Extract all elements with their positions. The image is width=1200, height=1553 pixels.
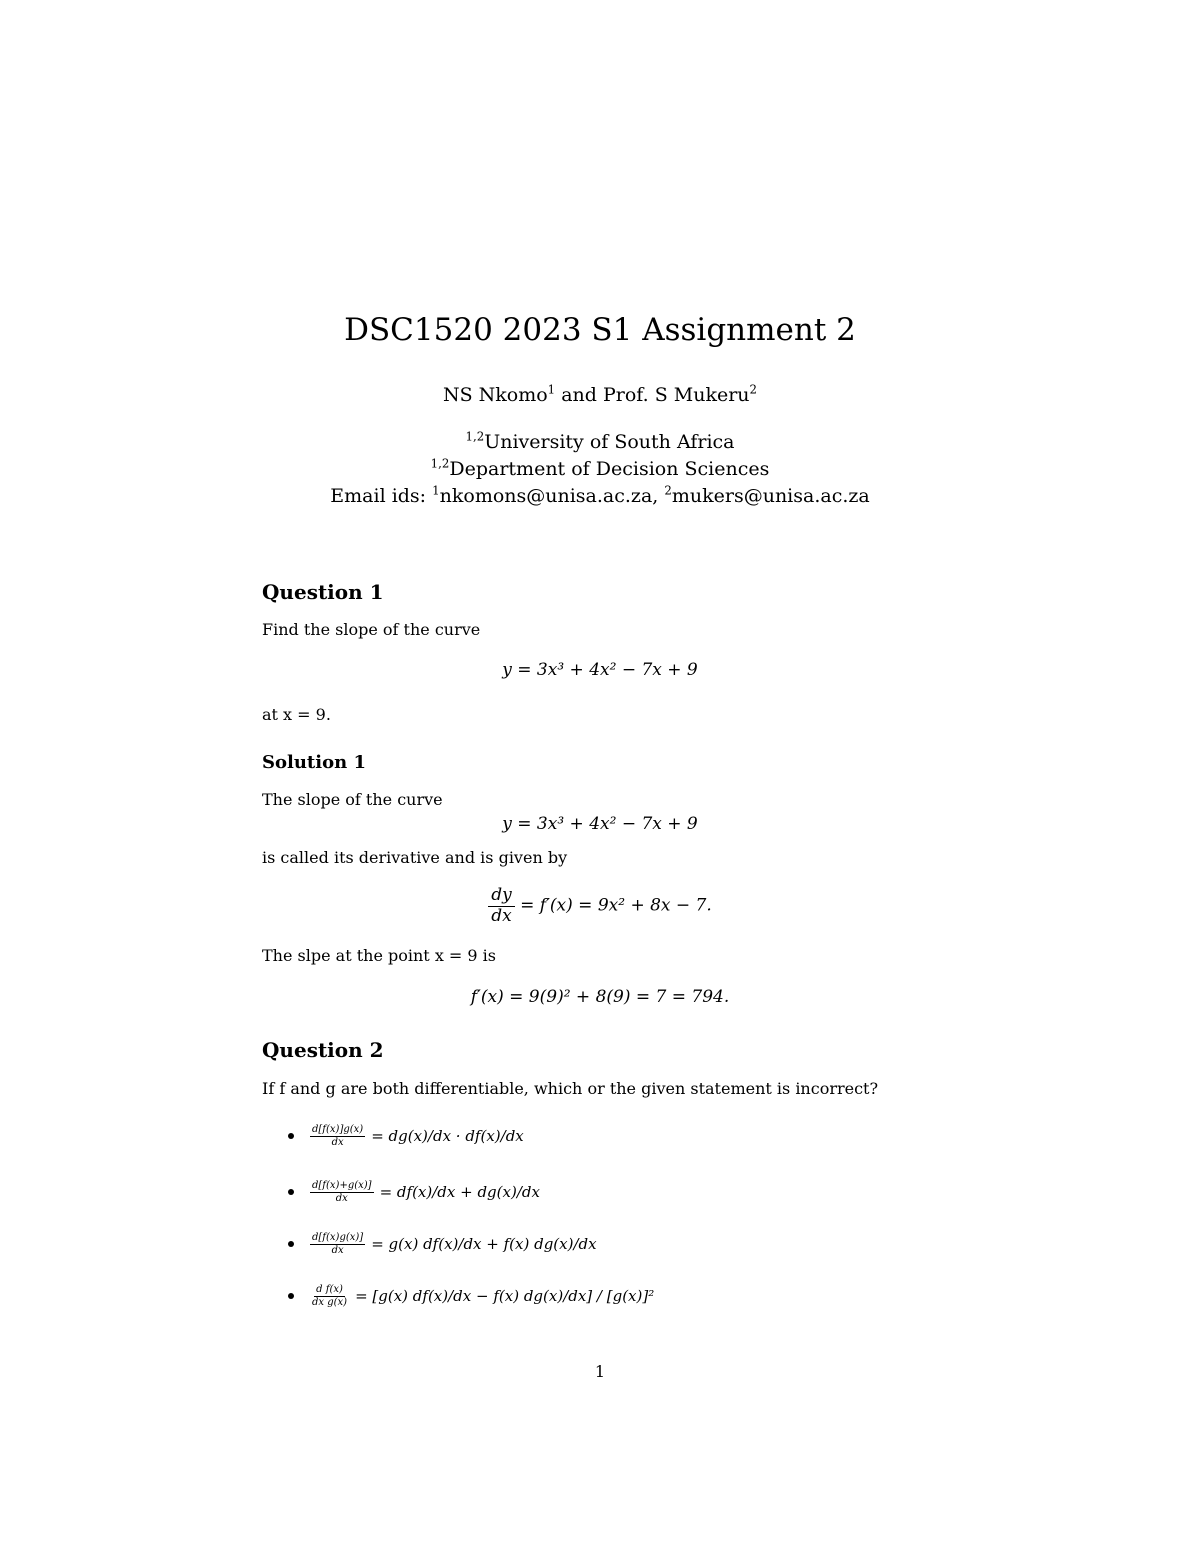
affiliation-department-text: Department of Decision Sciences	[449, 458, 770, 480]
email-label: Email ids:	[330, 485, 433, 507]
question-1-prompt: Find the slope of the curve	[262, 620, 481, 639]
author-2: Prof. S Mukeru	[602, 384, 750, 406]
option-rhs: = [g(x) df(x)/dx − f(x) dg(x)/dx] / [g(x)]²	[355, 1287, 655, 1305]
option-lhs-numerator: d[f(x)g(x)]	[312, 1232, 364, 1243]
affiliation-sup: 1,2	[430, 456, 450, 471]
option-item[interactable]	[288, 1124, 530, 1148]
solution-1-equation-text: y = 3x³ + 4x² − 7x + 9	[502, 814, 698, 834]
affiliation-university-text: University of South Africa	[484, 431, 735, 453]
option-item[interactable]	[288, 1180, 546, 1204]
solution-1-line-1: The slope of the curve	[262, 790, 443, 809]
bullet-icon	[288, 1293, 294, 1299]
email-1[interactable]: nkomons@unisa.ac.za,	[439, 485, 659, 507]
paper-title: DSC1520 2023 S1 Assignment 2	[344, 312, 856, 348]
derivative-equation	[0, 886, 1200, 926]
option-rhs: = df(x)/dx + dg(x)/dx	[379, 1183, 540, 1201]
option-lhs-denominator: dx g(x)	[312, 1296, 348, 1308]
solution-1-result	[0, 987, 1200, 1007]
question-1-equation	[0, 660, 1200, 680]
question-1-heading: Question 1	[262, 580, 384, 604]
email-2[interactable]: mukers@unisa.ac.za	[671, 485, 870, 507]
bullet-icon	[288, 1241, 294, 1247]
author-1-sup: 1	[547, 382, 556, 397]
solution-1-heading: Solution 1	[262, 752, 366, 773]
bullet-icon	[288, 1189, 294, 1195]
question-1-condition: at x = 9.	[262, 705, 331, 724]
derivative-numerator: dy	[488, 886, 515, 907]
option-rhs: = dg(x)/dx · df(x)/dx	[371, 1127, 524, 1145]
derivative-denominator: dx	[491, 905, 512, 926]
bullet-icon	[288, 1133, 294, 1139]
option-lhs	[310, 1124, 365, 1148]
option-item[interactable]	[288, 1284, 660, 1308]
email-2-sup: 2	[664, 483, 672, 498]
option-item[interactable]	[288, 1232, 603, 1256]
solution-1-result-text: f′(x) = 9(9)² + 8(9) = 7 = 794.	[470, 987, 730, 1007]
email-line	[0, 485, 1200, 507]
option-lhs-denominator: dx	[331, 1136, 344, 1148]
author-1: NS Nkomo	[442, 384, 548, 406]
affiliation-university	[0, 431, 1200, 453]
derivative-fraction	[488, 886, 515, 926]
solution-1-line-2: is called its derivative and is given by	[262, 848, 568, 867]
affiliation-department	[0, 458, 1200, 480]
option-lhs	[310, 1232, 365, 1256]
author-2-sup: 2	[749, 382, 758, 397]
option-lhs-numerator: d f(x)	[316, 1284, 343, 1295]
page-number: 1	[594, 1362, 606, 1381]
author-separator: and	[555, 384, 603, 406]
question-2-heading: Question 2	[262, 1038, 384, 1062]
option-lhs-denominator: dx	[335, 1192, 348, 1204]
option-lhs	[310, 1180, 374, 1204]
authors-line	[0, 384, 1200, 406]
question-1-equation-text: y = 3x³ + 4x² − 7x + 9	[502, 660, 698, 680]
option-lhs	[310, 1284, 349, 1308]
email-1-sup: 1	[432, 483, 440, 498]
affiliation-sup: 1,2	[465, 429, 485, 444]
solution-1-equation	[0, 814, 1200, 834]
question-2-prompt: If f and g are both differentiable, which or the given statement is incorrect?	[262, 1079, 879, 1098]
option-lhs-denominator: dx	[331, 1244, 344, 1256]
option-lhs-numerator: d[f(x)]g(x)	[312, 1124, 364, 1135]
derivative-rhs: = f′(x) = 9x² + 8x − 7.	[520, 895, 712, 916]
option-rhs: = g(x) df(x)/dx + f(x) dg(x)/dx	[371, 1235, 597, 1253]
solution-1-line-3: The slpe at the point x = 9 is	[262, 946, 497, 965]
option-lhs-numerator: d[f(x)+g(x)]	[312, 1180, 372, 1191]
